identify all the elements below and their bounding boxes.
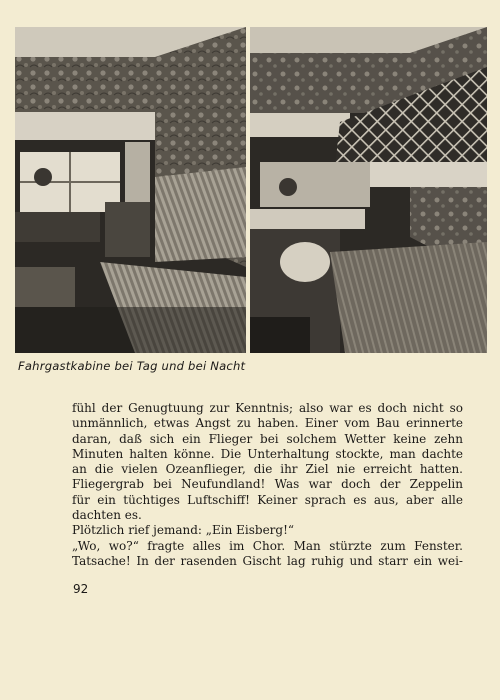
- cabin-day-photo: [15, 27, 246, 353]
- text-line: unmännlich, etwas Angst zu haben. Einer vom Bau erinnerte: [72, 416, 463, 431]
- text-line: an die vielen Ozeanflieger, die ihr Ziel nie erreicht hatten.: [72, 462, 463, 477]
- text-line: Tatsache! In der rasenden Gischt lag ruhig und starr ein wei-: [72, 553, 463, 568]
- text-line: „Wo, wo?“ fragte alles im Chor. Man stürzte zum Fenster.: [72, 538, 463, 553]
- cabin-night-illustration: [250, 27, 487, 353]
- text-line: Plötzlich rief jemand: „Ein Eisberg!“: [72, 523, 295, 538]
- text-line: für ein tüchtiges Luftschiff! Keiner sprach es aus, aber alle: [72, 492, 463, 507]
- page-number: 92: [73, 582, 89, 596]
- photo-caption: Fahrgastkabine bei Tag und bei Nacht: [18, 359, 246, 373]
- text-line: dachten es.: [72, 508, 142, 523]
- text-line: fühl der Genugtuung zur Kenntnis; also war es doch nicht so: [72, 401, 463, 415]
- cabin-night-photo: [250, 27, 487, 353]
- cabin-day-illustration: [15, 27, 246, 353]
- body-text: [72, 401, 463, 569]
- text-line: Fliegergrab bei Neufundland! Was war doch der Zeppelin: [72, 477, 463, 492]
- text-line: daran, daß sich ein Flieger bei solchem Wetter keine zehn: [72, 431, 463, 446]
- text-line: Minuten halten könne. Die Unterhaltung stockte, man dachte: [72, 446, 463, 461]
